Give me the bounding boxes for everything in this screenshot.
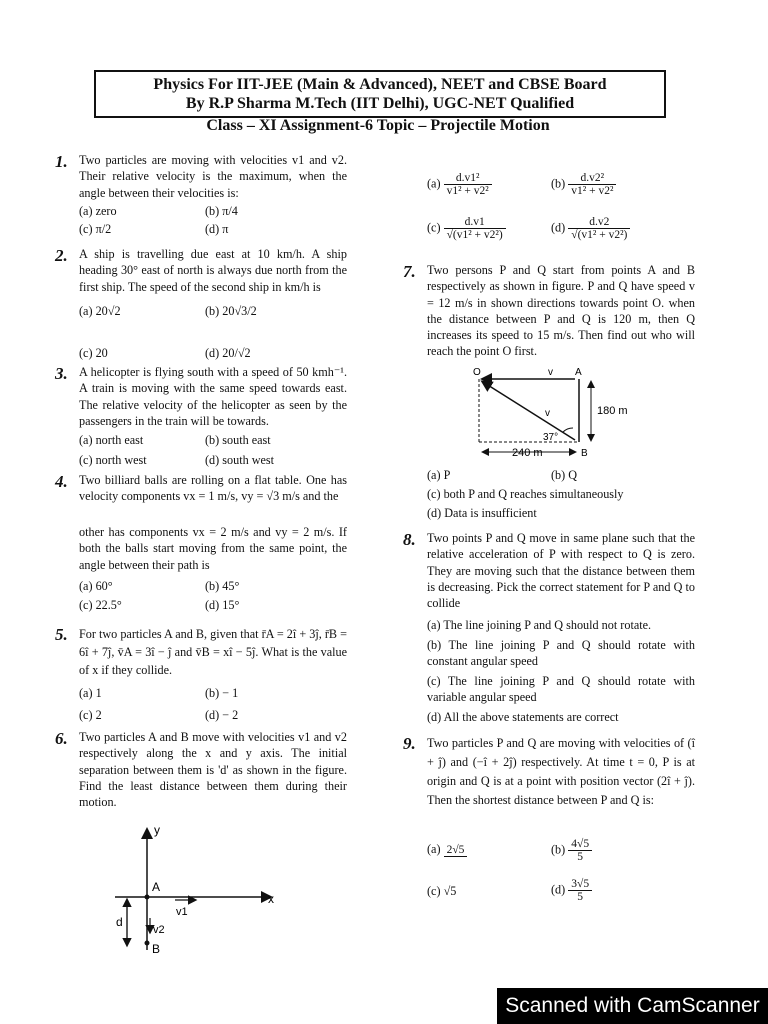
q5-text: For two particles A and B, given that r̄A = 2î + 3ĵ, r̄B = 6î + 7ĵ, v̄A = 3î − ĵ and v̄B = xî − 5ĵ. What is the value of x if they collide.	[79, 627, 347, 677]
q3-option-d: (d) south west	[205, 453, 275, 467]
q7-figure	[455, 364, 635, 459]
q9-option-b: (b) $\frac{4√5}{5}$	[551, 838, 592, 863]
q5-option-d: (d) − 2	[205, 708, 239, 722]
q9-option-a: (a) 2√5	[427, 842, 467, 857]
q6-d-denominator: √(v1² + v2²)	[571, 229, 628, 241]
q3-option-c: (c) north west	[79, 453, 147, 467]
q2-option-c: (c) 20	[79, 346, 108, 360]
q8-option-a: (a) The line joining P and Q should not rotate.	[427, 618, 652, 632]
q2-number: 2.	[55, 246, 68, 265]
q6-c-denominator: √(v1² + v2²)	[446, 229, 503, 241]
q1-option-c: (c) π/2	[79, 222, 112, 236]
q4-option-c: (c) 22.5°	[79, 598, 122, 612]
q6-c-numerator: d.v1	[444, 216, 506, 229]
q7-option-a: (a) P	[427, 468, 451, 482]
q6-a-denominator: v1² + v2²	[446, 185, 489, 197]
point-b	[145, 941, 150, 946]
label-a: A	[575, 367, 582, 378]
q4-text-2: other has components vx = 2 m/s and vy = 2 m/s. If both the balls start moving from the same point, the angle between their path is	[79, 525, 347, 572]
q1-option-b: (b) π/4	[205, 204, 238, 218]
q7-option-d: (d) Data is insufficient	[427, 506, 537, 520]
q3-option-b: (b) south east	[205, 433, 271, 447]
label-angle: 37°	[543, 432, 559, 443]
q6-b-numerator: d.v2²	[568, 172, 616, 185]
q6-option-c: (c) $\frac{d.v1}{\text{√(v1² + v2²)}}$	[427, 216, 506, 241]
header-author: By R.P Sharma M.Tech (IIT Delhi), UGC-NET Qualified	[185, 95, 575, 112]
q3-number: 3.	[55, 364, 68, 383]
q5-option-c: (c) 2	[79, 708, 102, 722]
q7-number: 7.	[403, 262, 416, 281]
scanner-watermark: Scanned with CamScanner	[497, 988, 768, 1024]
label-v2: v2	[153, 924, 165, 936]
q6-option-d: (d) $\frac{d.v2}{\text{√(v1² + v2²)}}$	[551, 216, 630, 241]
point-a	[145, 895, 150, 900]
q6-option-b: (b) $\frac{\text{d.v2²}}{\text{v1² + v2²}}$	[551, 172, 616, 197]
q1-option-a: (a) zero	[79, 204, 117, 218]
q4-number: 4.	[55, 472, 68, 491]
q9-text: Two particles P and Q are moving with velocities of (î + ĵ) and (−î + 2ĵ) respectively. At time t = 0, P is at origin and Q is at a point with position vector (2î + ĵ). Then the shortest distance between P and Q is:	[427, 736, 695, 807]
diagonal-path	[483, 382, 575, 440]
label-b: B	[581, 448, 588, 459]
q8-option-c: (c) The line joining P and Q should rotate with variable angular speed	[427, 674, 695, 705]
label-v-top: v	[548, 367, 553, 378]
q5-option-b: (b) − 1	[205, 686, 239, 700]
q4-option-d: (d) 15°	[205, 598, 240, 612]
q9-b-denominator: 5	[577, 851, 584, 863]
q1-text: Two particles are moving with velocities v1 and v2. Their relative velocity is the maximum, when the angle between their velocities is:	[79, 153, 347, 200]
q9-option-c: (c) √5	[427, 884, 457, 898]
q6-figure	[100, 820, 290, 960]
q9-b-numerator: 4√5	[568, 838, 592, 851]
q9-option-d: (d) $\frac{3√5}{5}$	[551, 878, 592, 903]
q6-number: 6.	[55, 729, 68, 748]
q7-option-c: (c) both P and Q reaches simultaneously	[427, 487, 624, 501]
q1-option-d: (d) π	[205, 222, 229, 236]
q5-number: 5.	[55, 625, 68, 644]
q9-d-denominator: 5	[577, 891, 584, 903]
q2-option-d: (d) 20/√2	[205, 346, 251, 360]
label-v1: v1	[176, 906, 188, 918]
x-axis-label: x	[268, 892, 274, 906]
q2-option-a: (a) 20√2	[79, 304, 121, 318]
label-height: 180 m	[597, 405, 628, 417]
label-width: 240 m	[512, 447, 543, 459]
y-axis-label: y	[154, 823, 160, 837]
q1-number: 1.	[55, 152, 68, 171]
assignment-title: Class – XI Assignment-6 Topic – Projectile Motion	[206, 117, 550, 134]
q7-option-b: (b) Q	[551, 468, 578, 482]
q8-option-d: (d) All the above statements are correct	[427, 710, 619, 724]
q6-option-a: (a) $\frac{\text{d.v1²}}{\text{v1² + v2²}}$	[427, 172, 492, 197]
label-a: A	[152, 880, 161, 894]
q2-text: A ship is travelling due east at 10 km/h. A ship heading 30° east of north is always due north from the first ship. The speed of the second ship in km/h is	[79, 247, 347, 294]
label-d: d	[116, 915, 123, 929]
q6-a-numerator: d.v1²	[444, 172, 492, 185]
angle-arc	[563, 428, 573, 432]
q4-text-1: Two billiard balls are rolling on a flat table. One has velocity components vx = 1 m/s, vy = √3 m/s and the	[79, 473, 347, 504]
q6-text: Two particles A and B move with velocities v1 and v2 respectively along the x and y axis. The initial separation between them is 'd' as shown in the figure. Find the least distance between them during their motion.	[79, 730, 347, 810]
label-v-diagonal: v	[545, 408, 550, 419]
q8-text: Two points P and Q move in same plane such that the relative acceleration of P with respect to Q is zero. They are moving such that the distance between them is decreasing. Pick the correct statement for P and Q to collide	[427, 531, 695, 611]
header-title: Physics For IIT-JEE (Main & Advanced), NEET and CBSE Board	[153, 76, 607, 93]
label-o: O	[473, 367, 481, 378]
q6-b-denominator: v1² + v2²	[571, 185, 614, 197]
q9-number: 9.	[403, 734, 416, 753]
q4-option-b: (b) 45°	[205, 579, 240, 593]
q9-d-numerator: 3√5	[568, 878, 592, 891]
q6-d-numerator: d.v2	[568, 216, 630, 229]
q8-number: 8.	[403, 530, 416, 549]
header-box	[94, 70, 666, 118]
q4-option-a: (a) 60°	[79, 579, 113, 593]
q5-option-a: (a) 1	[79, 686, 102, 700]
q3-option-a: (a) north east	[79, 433, 144, 447]
q8-option-b: (b) The line joining P and Q should rotate with constant angular speed	[427, 638, 695, 669]
q3-text: A helicopter is flying south with a speed of 50 kmh⁻¹. A train is moving with the same speed towards east. The relative velocity of the helicopter as seen by the passengers in the train will be towards.	[79, 365, 347, 428]
q7-text: Two persons P and Q start from points A and B respectively as shown in figure. P and Q have speed v = 12 m/s in shown directions towards point O. when the distance between P and Q is 120 m, then Q increases its speed to 15 m/s. Then find out who will reach the point O first.	[427, 263, 695, 359]
q2-option-b: (b) 20√3/2	[205, 304, 257, 318]
q9-a-numerator: 2√5	[444, 844, 468, 857]
label-b: B	[152, 942, 161, 956]
